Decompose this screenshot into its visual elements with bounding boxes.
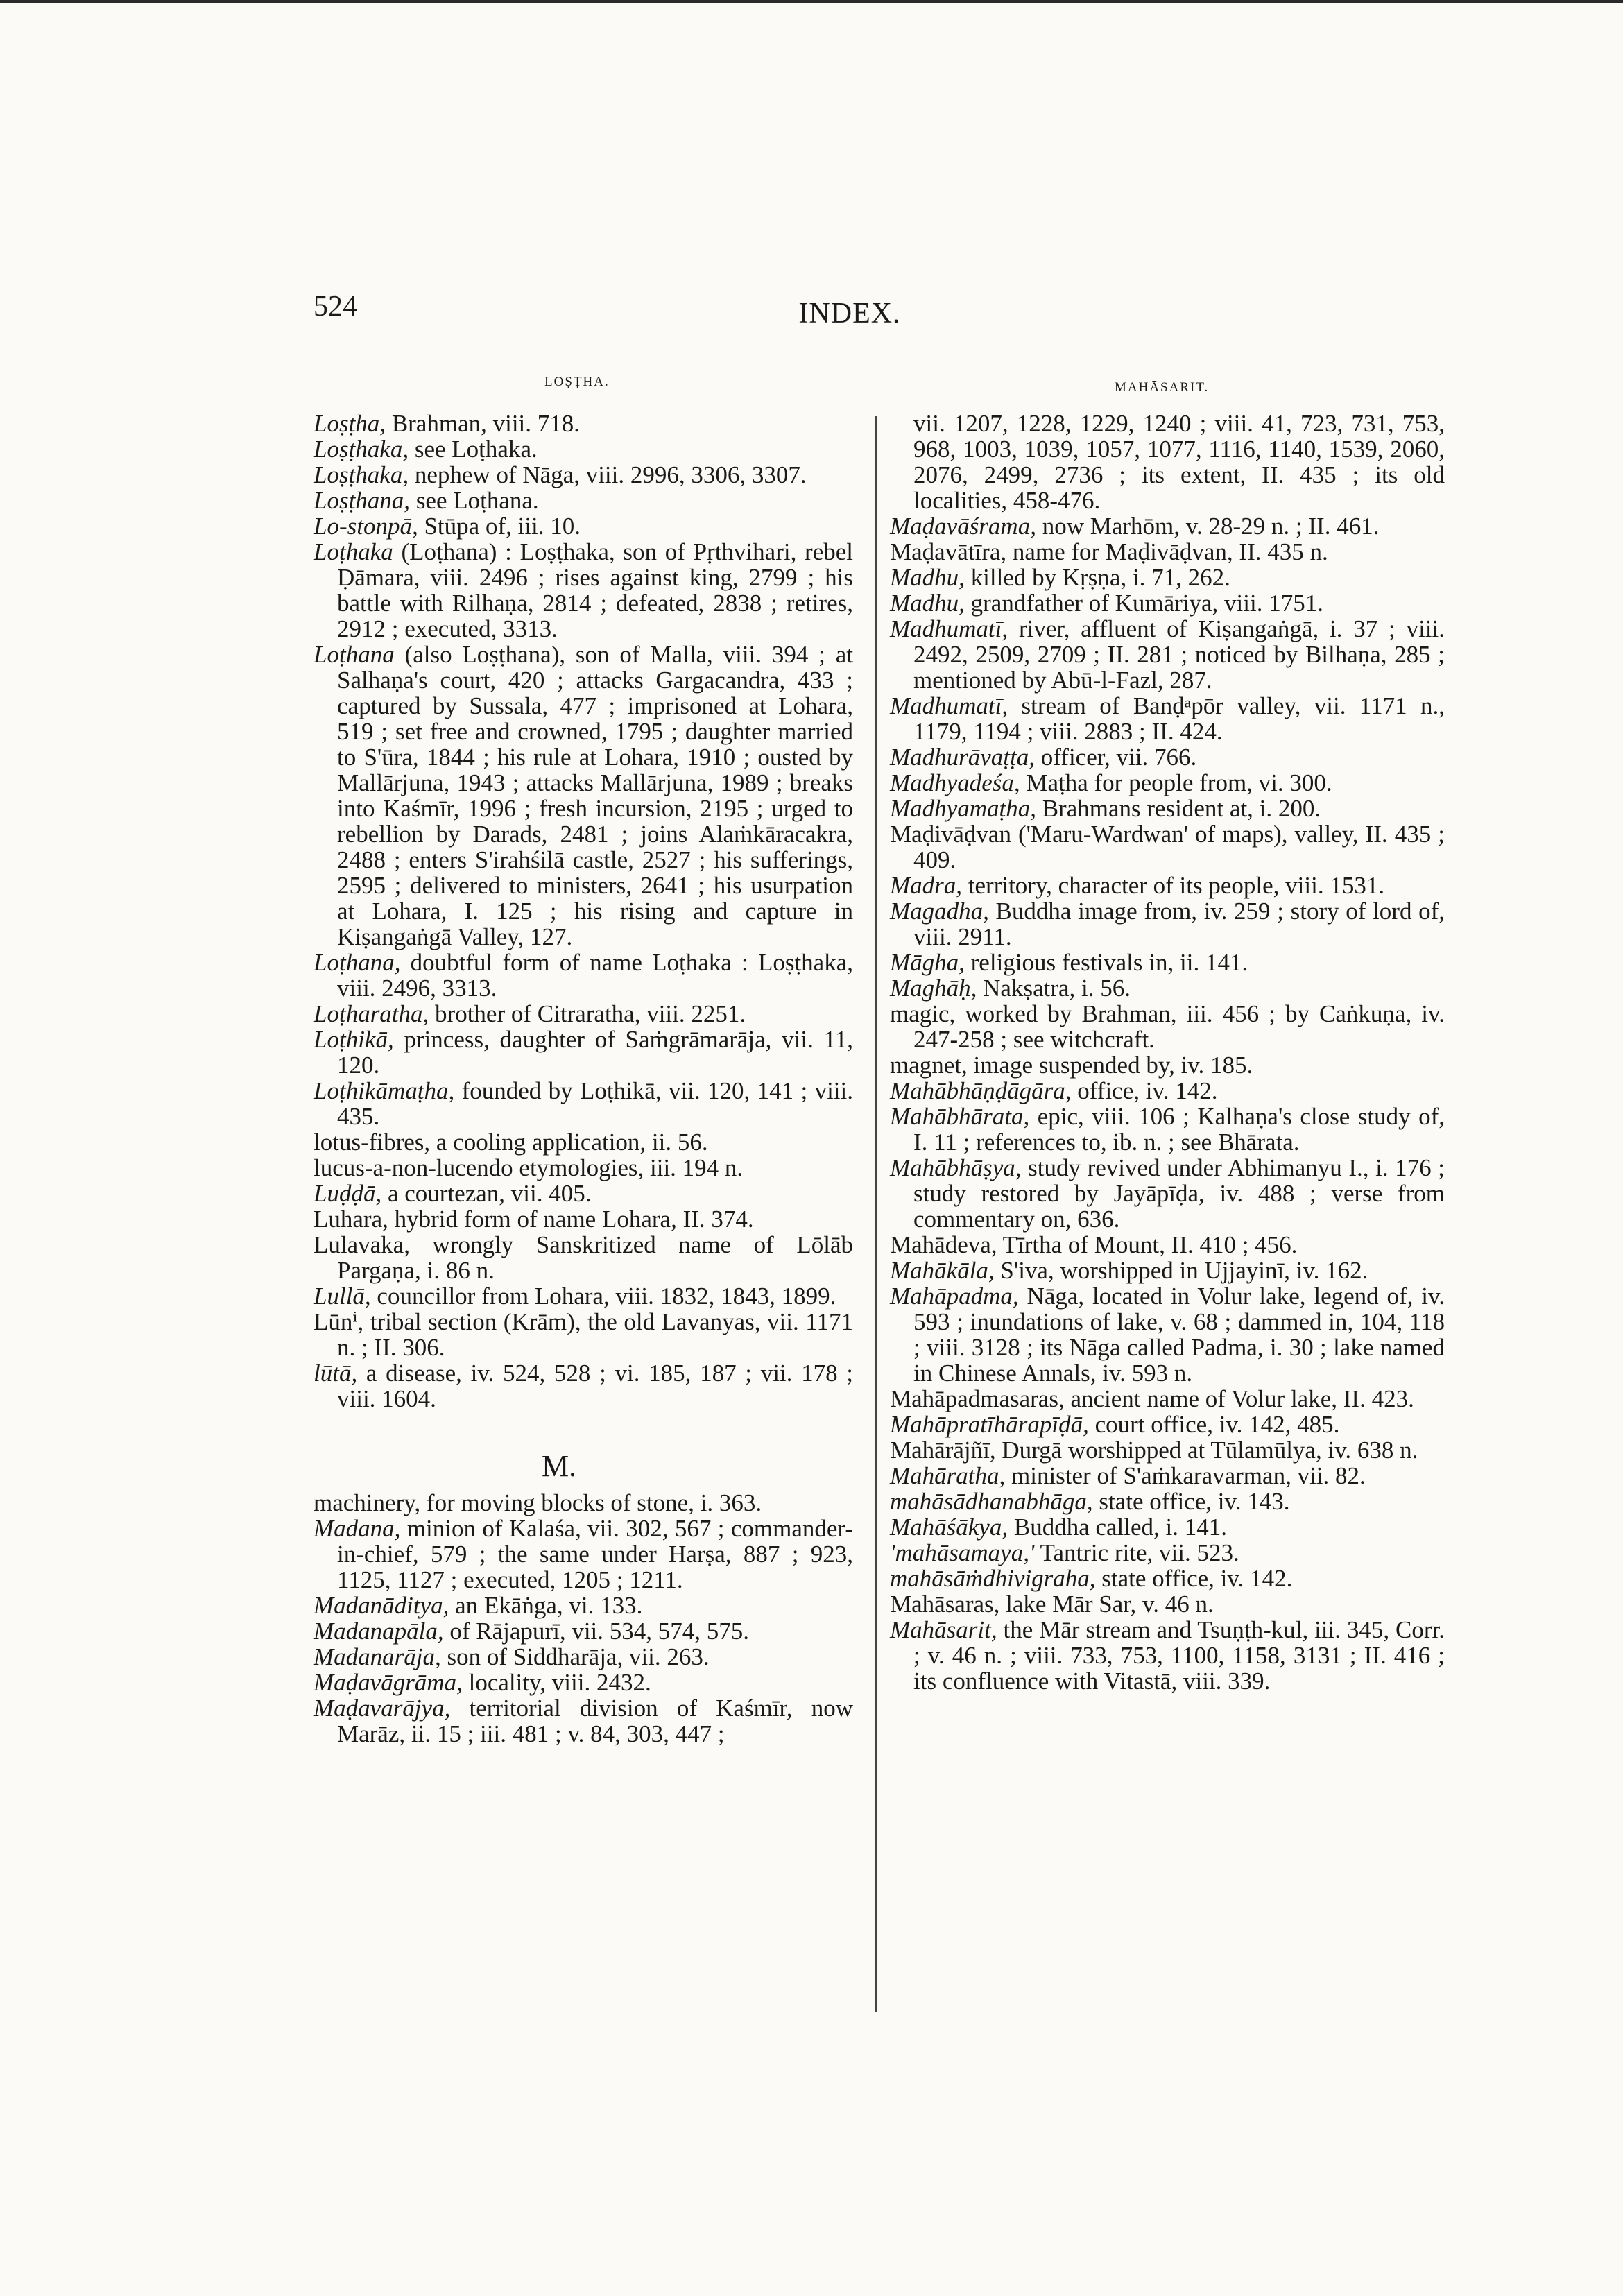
- left-column-head: LOṢṬHA.: [544, 375, 610, 389]
- index-entry: [314, 1360, 853, 1412]
- index-entry: [890, 590, 1445, 616]
- index-entry: [890, 616, 1445, 693]
- entry-headword: Madhumatī,: [890, 615, 1008, 642]
- entry-headword: Mahābhārata,: [890, 1103, 1030, 1130]
- entry-headword: Lullā,: [314, 1283, 371, 1310]
- entry-text: see Loṭhaka.: [409, 436, 538, 463]
- entry-text: study revived under Abhimanyu I., i. 176 ; study restored by Jayāpīḍa, iv. 488 ; verse from commentary on, 636.: [913, 1154, 1445, 1233]
- entry-text: (also Loṣṭhana), son of Malla, viii. 394 ; at Salhaṇa's court, 420 ; attacks Gargacandra, 433 ; captured by Sussala, 477 ; imprisoned at Lohara, 519 ; set free and crowned, 1795 ; daughter married to S'ūra, 1844 ; his rule at Lohara, 1910 ; ousted by Mallārjuna, 1943 ; attacks Mallārjuna, 1989 ; breaks into Kaśmīr, 1996 ; fresh incursion, 2195 ; urged to rebellion by Darads, 2481 ; joins Alaṁkāracakra, 2488 ; enters S'irahśilā castle, 2527 ; his sufferings, 2595 ; delivered to ministers, 2641 ; his usurpation at Lohara, I. 125 ; his rising and capture in Kiṣangaṅgā Valley, 127.: [337, 641, 853, 950]
- entry-text: office, iv. 142.: [1071, 1077, 1218, 1104]
- entry-headword: Mahābhāṇḍāgāra,: [890, 1077, 1072, 1104]
- entry-text: lucus-a-non-lucendo etymologies, iii. 194 n.: [314, 1154, 744, 1181]
- entry-headword: Madhurāvaṭṭa,: [890, 744, 1036, 771]
- index-entry: [890, 565, 1445, 590]
- entry-text: brother of Citraratha, viii. 2251.: [429, 1000, 746, 1027]
- page-title: INDEX.: [798, 298, 901, 329]
- index-entry: [314, 1206, 853, 1232]
- entry-headword: Loṣṭhaka,: [314, 461, 409, 488]
- entry-headword: Loṣṭhaka,: [314, 436, 409, 463]
- entry-headword: Loṣṭha,: [314, 410, 386, 437]
- entry-text: doubtful form of name Loṭhaka : Loṣṭhaka, viii. 2496, 3313.: [337, 949, 853, 1002]
- index-entry: [314, 411, 853, 436]
- index-entry: [314, 1181, 853, 1206]
- index-entry: [890, 1155, 1445, 1232]
- entry-headword: Magadha,: [890, 898, 989, 925]
- index-entry: [314, 1644, 853, 1670]
- index-entry: [890, 1489, 1445, 1514]
- entry-text: Maḍivāḍvan ('Maru-Wardwan' of maps), valley, II. 435 ; 409.: [890, 821, 1445, 873]
- entry-headword: Loṭhikā,: [314, 1026, 394, 1053]
- entry-text: Maḍavātīra, name for Maḍivāḍvan, II. 435 n.: [890, 538, 1328, 565]
- entry-headword: mahāsāṁdhivigraha,: [890, 1565, 1096, 1592]
- entry-headword: Maghāḥ,: [890, 975, 977, 1002]
- entry-headword: Madhyamaṭha,: [890, 795, 1036, 822]
- entry-text: Nāga, located in Volur lake, legend of, iv. 593 ; inundations of lake, v. 68 ; dammed in, 104, 118 ; viii. 3128 ; its Nāga called Padma, i. 30 ; lake named in Chinese Annals, iv. 593 n.: [913, 1283, 1445, 1387]
- entry-text: state office, iv. 142.: [1095, 1565, 1293, 1592]
- index-entry: [890, 1591, 1445, 1617]
- entry-text: Mahādeva, Tīrtha of Mount, II. 410 ; 456.: [890, 1231, 1298, 1258]
- entry-headword: Loṭharatha,: [314, 1000, 429, 1027]
- index-entry: [890, 821, 1445, 873]
- index-entry: [314, 488, 853, 513]
- entry-text: Lūnⁱ, tribal section (Krām), the old Lavanyas, vii. 1171 n. ; II. 306.: [314, 1308, 853, 1361]
- right-entries: [890, 411, 1445, 1694]
- index-entry: [314, 1232, 853, 1283]
- entry-headword: Loṭhaka: [314, 538, 393, 565]
- entry-headword: Mahābhāṣya,: [890, 1154, 1022, 1181]
- index-entry: [890, 898, 1445, 950]
- entry-headword: Madra,: [890, 872, 963, 899]
- entry-headword: Mahāpratīhārapīḍā,: [890, 1411, 1089, 1438]
- entry-headword: Loṭhana: [314, 641, 395, 668]
- index-entry: [314, 1670, 853, 1695]
- entry-text: grandfather of Kumāriya, viii. 1751.: [964, 590, 1323, 617]
- entry-text: councillor from Lohara, viii. 1832, 1843, 1899.: [370, 1283, 836, 1310]
- entry-text: minion of Kalaśa, vii. 302, 567 ; commander-in-chief, 579 ; the same under Harṣa, 887 ; 923, 1125, 1127 ; executed, 1205 ; 1211.: [337, 1515, 853, 1593]
- index-entry: [890, 975, 1445, 1001]
- entry-headword: Mahāratha,: [890, 1462, 1006, 1489]
- entry-text: territory, character of its people, viii. 1531.: [962, 872, 1385, 899]
- entry-text: state office, iv. 143.: [1092, 1488, 1290, 1515]
- index-entry: [314, 539, 853, 642]
- index-entry: [314, 1129, 853, 1155]
- entry-text: machinery, for moving blocks of stone, i. 363.: [314, 1489, 762, 1516]
- index-entry: [890, 1514, 1445, 1540]
- entry-text: the Mār stream and Tsuṇṭh-kul, iii. 345, Corr. ; v. 46 n. ; viii. 733, 753, 1100, 1158, 3131 ; II. 416 ; its confluence with Vitastā, viii. 339.: [913, 1616, 1445, 1695]
- entry-text: Buddha called, i. 141.: [1008, 1514, 1228, 1541]
- entry-headword: Mahākāla,: [890, 1257, 995, 1284]
- entry-text: an Ekāṅga, vi. 133.: [449, 1592, 643, 1619]
- index-entry: [890, 1617, 1445, 1694]
- entry-text: see Loṭhana.: [410, 487, 539, 514]
- index-entry: [890, 1463, 1445, 1489]
- index-entry: [890, 1232, 1445, 1258]
- column-divider: [875, 416, 877, 2012]
- entry-text: Brahman, viii. 718.: [386, 410, 581, 437]
- entry-headword: Madhumatī,: [890, 692, 1008, 719]
- entry-headword: Madanāditya,: [314, 1592, 449, 1619]
- entry-text: territorial division of Kaśmīr, now Marāz, ii. 15 ; iii. 481 ; v. 84, 303, 447 ;: [337, 1695, 853, 1747]
- index-entry: [314, 513, 853, 539]
- entry-text: epic, viii. 106 ; Kalhaṇa's close study of, I. 11 ; references to, ib. n. ; see Bhārata.: [913, 1103, 1445, 1156]
- index-entry: [890, 796, 1445, 821]
- index-entry: [890, 873, 1445, 898]
- entry-text: founded by Loṭhikā, vii. 120, 141 ; viii. 435.: [337, 1077, 853, 1130]
- index-entry: [314, 1695, 853, 1747]
- entry-text: vii. 1207, 1228, 1229, 1240 ; viii. 41, 723, 731, 753, 968, 1003, 1039, 1057, 1077, 1116, 1140, 1539, 2060, 2076, 2499, 2736 ; its extent, II. 435 ; its old localities, 458-476.: [913, 410, 1445, 514]
- entry-text: of Rājapurī, vii. 534, 574, 575.: [443, 1618, 750, 1645]
- entry-text: Stūpa of, iii. 10.: [418, 513, 581, 540]
- entry-text: Mahārājñī, Durgā worshipped at Tūlamūlya, iv. 638 n.: [890, 1437, 1418, 1464]
- index-entry: [890, 1052, 1445, 1078]
- entry-text: Tantric rite, vii. 523.: [1034, 1539, 1239, 1566]
- entry-headword: Loṭhikāmaṭha,: [314, 1077, 455, 1104]
- entry-headword: Madanapāla,: [314, 1618, 444, 1645]
- entry-text: a disease, iv. 524, 528 ; vi. 185, 187 ; vii. 178 ; viii. 1604.: [337, 1360, 853, 1412]
- top-rule: [0, 0, 1623, 3]
- entry-headword: Maḍavāśrama,: [890, 513, 1036, 540]
- index-entry: [890, 539, 1445, 565]
- entry-text: killed by Kṛṣṇa, i. 71, 262.: [964, 564, 1230, 591]
- entry-headword: Madhyadeśa,: [890, 769, 1020, 796]
- index-entry: [314, 1078, 853, 1129]
- index-entry: [314, 1155, 853, 1181]
- index-entry: [314, 1490, 853, 1516]
- entry-headword: Lo-stonpā,: [314, 513, 418, 540]
- entry-text: now Marhōm, v. 28-29 n. ; II. 461.: [1036, 513, 1380, 540]
- entry-headword: 'mahāsamaya,': [890, 1539, 1035, 1566]
- index-entry: [314, 1516, 853, 1593]
- index-entry: [314, 462, 853, 488]
- entry-text: Buddha image from, iv. 259 ; story of lord of, viii. 2911.: [913, 898, 1445, 950]
- entry-text: Lulavaka, wrongly Sanskritized name of Lōlāb Pargaṇa, i. 86 n.: [314, 1231, 853, 1284]
- entry-headword: Mahāpadma,: [890, 1283, 1019, 1310]
- left-column: [314, 411, 853, 1747]
- index-entry: [890, 1078, 1445, 1104]
- index-entry: [890, 1437, 1445, 1463]
- entry-headword: Mahāsarit,: [890, 1616, 997, 1643]
- index-entry: [890, 1283, 1445, 1386]
- entry-text: Mahāsaras, lake Mār Sar, v. 46 n.: [890, 1591, 1214, 1618]
- entry-text: Luhara, hybrid form of name Lohara, II. 374.: [314, 1206, 754, 1233]
- entry-headword: Madanarāja,: [314, 1643, 441, 1670]
- index-entry: [314, 1309, 853, 1360]
- index-entry: [890, 693, 1445, 744]
- entry-text: river, affluent of Kiṣangaṅgā, i. 37 ; viii. 2492, 2509, 2709 ; II. 281 ; noticed by Bilhaṇa, 285 ; mentioned by Abū-l-Fazl, 287.: [913, 615, 1445, 694]
- entry-headword: Loṭhana,: [314, 949, 401, 976]
- index-entry: [890, 1566, 1445, 1591]
- page-number: 524: [314, 291, 357, 323]
- entry-text: Maṭha for people from, vi. 300.: [1020, 769, 1332, 796]
- index-entry: [890, 411, 1445, 513]
- entry-headword: Māgha,: [890, 949, 965, 976]
- entry-text: son of Siddharāja, vii. 263.: [440, 1643, 710, 1670]
- left-entries-m: [314, 1490, 853, 1747]
- entry-headword: Madana,: [314, 1515, 401, 1542]
- entry-text: princess, daughter of Saṁgrāmarāja, vii. 11, 120.: [337, 1026, 853, 1079]
- entry-text: nephew of Nāga, viii. 2996, 3306, 3307.: [409, 461, 807, 488]
- index-entry: [890, 770, 1445, 796]
- index-entry: [314, 642, 853, 950]
- entry-headword: lūtā,: [314, 1360, 358, 1387]
- entry-text: magnet, image suspended by, iv. 185.: [890, 1052, 1253, 1079]
- index-entry: [890, 1104, 1445, 1155]
- index-entry: [890, 744, 1445, 770]
- entry-text: officer, vii. 766.: [1035, 744, 1197, 771]
- index-entry: [314, 950, 853, 1001]
- left-entries: [314, 411, 853, 1412]
- entry-text: Nakṣatra, i. 56.: [977, 975, 1131, 1002]
- entry-headword: Luḍḍā,: [314, 1180, 382, 1207]
- entry-headword: Maḍavarājya,: [314, 1695, 451, 1722]
- right-column: [890, 411, 1445, 1694]
- entry-text: court office, iv. 142, 485.: [1088, 1411, 1340, 1438]
- index-entry: [314, 1618, 853, 1644]
- index-entry: [890, 1386, 1445, 1412]
- entry-headword: Madhu,: [890, 590, 965, 617]
- entry-text: minister of S'aṁkaravarman, vii. 82.: [1005, 1462, 1366, 1489]
- entry-text: (Loṭhana) : Loṣṭhaka, son of Pṛthvihari, rebel Ḍāmara, viii. 2496 ; rises against king, 2799 ; his battle with Rilhaṇa, 2814 ; defeated, 2838 ; retires, 2912 ; executed, 3313.: [337, 538, 853, 642]
- index-entry: [314, 436, 853, 462]
- entry-text: stream of Banḍᵃpōr valley, vii. 1171 n., 1179, 1194 ; viii. 2883 ; II. 424.: [913, 692, 1445, 745]
- entry-text: lotus-fibres, a cooling application, ii. 56.: [314, 1129, 708, 1156]
- entry-text: religious festivals in, ii. 141.: [964, 949, 1248, 976]
- index-entry: [890, 1540, 1445, 1566]
- entry-headword: Maḍavāgrāma,: [314, 1669, 463, 1696]
- entry-headword: Loṣṭhana,: [314, 487, 411, 514]
- entry-headword: Mahāśākya,: [890, 1514, 1008, 1541]
- entry-headword: Madhu,: [890, 564, 965, 591]
- index-entry: [890, 1412, 1445, 1437]
- right-column-head: MAHĀSARIT.: [1115, 380, 1210, 395]
- section-letter: M.: [541, 1449, 577, 1483]
- entry-text: magic, worked by Brahman, iii. 456 ; by Caṅkuṇa, iv. 247-258 ; see witchcraft.: [890, 1000, 1445, 1053]
- index-entry: [314, 1593, 853, 1618]
- index-entry: [314, 1027, 853, 1078]
- index-entry: [890, 513, 1445, 539]
- entry-headword: mahāsādhanabhāga,: [890, 1488, 1093, 1515]
- entry-text: locality, viii. 2432.: [462, 1669, 651, 1696]
- entry-text: S'iva, worshipped in Ujjayinī, iv. 162.: [994, 1257, 1368, 1284]
- index-entry: [890, 1001, 1445, 1052]
- index-entry: [314, 1283, 853, 1309]
- index-entry: [890, 1258, 1445, 1283]
- entry-text: Mahāpadmasaras, ancient name of Volur lake, II. 423.: [890, 1385, 1414, 1412]
- index-entry: [890, 950, 1445, 975]
- index-entry: [314, 1001, 853, 1027]
- entry-text: Brahmans resident at, i. 200.: [1036, 795, 1321, 822]
- entry-text: a courtezan, vii. 405.: [381, 1180, 592, 1207]
